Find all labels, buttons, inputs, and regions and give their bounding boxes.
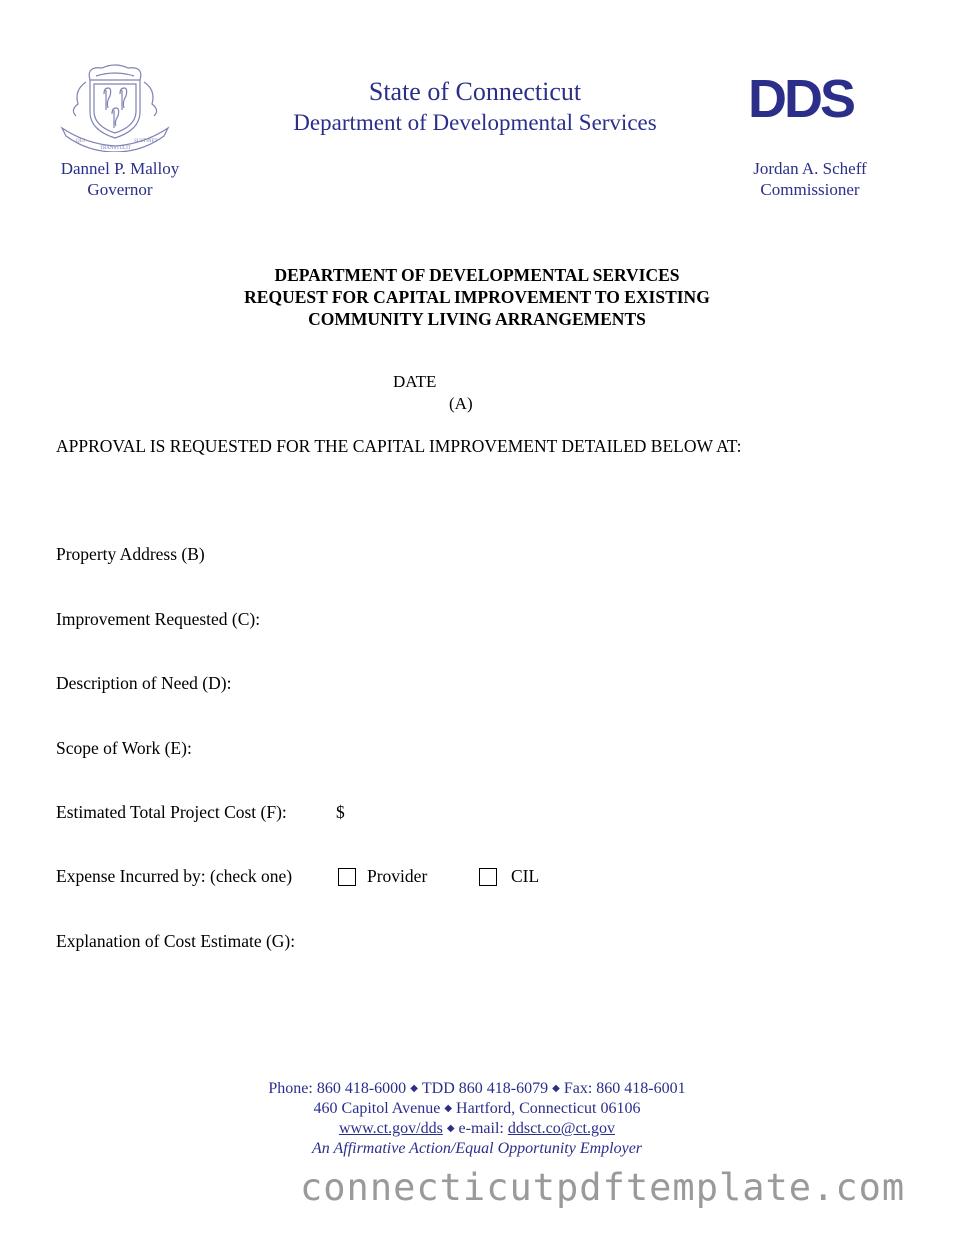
cil-checkbox[interactable] bbox=[479, 868, 497, 886]
commissioner-block bbox=[740, 158, 880, 200]
estimated-cost-label: Estimated Total Project Cost (F): bbox=[56, 802, 287, 822]
form-title-line-1: DEPARTMENT OF DEVELOPMENTAL SERVICES bbox=[274, 265, 680, 285]
bullet-icon: ◆ bbox=[446, 1123, 455, 1134]
bullet-icon: ◆ bbox=[444, 1103, 453, 1114]
approval-statement: APPROVAL IS REQUESTED FOR THE CAPITAL IMPROVEMENT DETAILED BELOW AT: bbox=[56, 436, 742, 456]
seal-motto-left: QUI bbox=[76, 139, 85, 144]
cil-option-label: CIL bbox=[511, 866, 540, 886]
footer-street: 460 Capitol Avenue bbox=[313, 1100, 441, 1117]
currency-symbol: $ bbox=[336, 802, 345, 822]
governor-block bbox=[50, 158, 190, 200]
commissioner-name: Jordan A. Scheff bbox=[753, 159, 867, 178]
footer-tdd: TDD 860 418-6079 bbox=[421, 1080, 549, 1097]
footer-phone: Phone: 860 418-6000 bbox=[268, 1080, 407, 1097]
provider-checkbox[interactable] bbox=[338, 868, 356, 886]
footer-phone-line bbox=[0, 1079, 954, 1099]
state-seal-logo bbox=[56, 60, 174, 152]
dds-logo-text: DDS bbox=[748, 74, 854, 120]
governor-name: Dannel P. Malloy bbox=[60, 159, 180, 178]
department-name: Department of Developmental Services bbox=[293, 110, 657, 135]
bullet-icon: ◆ bbox=[410, 1083, 418, 1094]
expense-incurred-label: Expense Incurred by: (check one) bbox=[56, 866, 293, 886]
website-link[interactable]: www.ct.gov/dds bbox=[338, 1120, 443, 1137]
email-label: e-mail: bbox=[458, 1120, 504, 1137]
date-label: DATE bbox=[393, 372, 437, 391]
scope-of-work-label: Scope of Work (E): bbox=[56, 738, 192, 758]
description-of-need-label: Description of Need (D): bbox=[56, 673, 232, 693]
email-link[interactable]: ddsct.co@ct.gov bbox=[507, 1120, 615, 1137]
form-title-line-2: REQUEST FOR CAPITAL IMPROVEMENT TO EXISTING bbox=[244, 287, 710, 307]
dds-logo bbox=[748, 74, 888, 120]
employer-statement: An Affirmative Action/Equal Opportunity Employer bbox=[311, 1140, 643, 1157]
property-address-label: Property Address (B) bbox=[56, 544, 205, 564]
date-field-code: (A) bbox=[449, 394, 473, 413]
governor-title: Governor bbox=[87, 180, 153, 199]
footer-address-line bbox=[0, 1099, 954, 1119]
agency-title bbox=[250, 76, 700, 138]
improvement-requested-label: Improvement Requested (C): bbox=[56, 609, 261, 629]
watermark: connecticutpdftemplate.com bbox=[300, 1166, 906, 1209]
footer-fax: Fax: 860 418-6001 bbox=[563, 1080, 686, 1097]
form-title-line-3: COMMUNITY LIVING ARRANGEMENTS bbox=[308, 309, 646, 329]
cost-explanation-label: Explanation of Cost Estimate (G): bbox=[56, 931, 296, 951]
seal-motto-right: SUSTINET bbox=[134, 139, 158, 144]
footer-city: Hartford, Connecticut 06106 bbox=[456, 1100, 641, 1117]
footer-contact bbox=[0, 1079, 954, 1159]
bullet-icon: ◆ bbox=[552, 1083, 560, 1094]
form-title bbox=[0, 264, 954, 330]
provider-option-label: Provider bbox=[367, 866, 428, 886]
commissioner-title: Commissioner bbox=[760, 180, 860, 199]
state-name: State of Connecticut bbox=[368, 77, 582, 106]
seal-motto-center: TRANSTULIT bbox=[100, 146, 131, 151]
footer-web-line bbox=[0, 1119, 954, 1139]
